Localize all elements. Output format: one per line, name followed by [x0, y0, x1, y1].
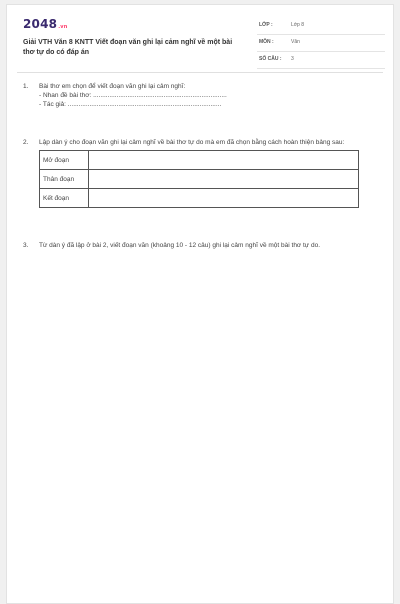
outline-label-conclusion: Kết đoạn	[40, 189, 89, 208]
subject-label: MÔN :	[259, 39, 274, 45]
question-text: Bài thơ em chọn để viết đoạn văn ghi lại cảm nghĩ:	[39, 83, 186, 90]
question-1	[23, 82, 383, 109]
answer-line-author: - Tác giả: .....................................................................................	[39, 101, 222, 108]
table-row	[40, 170, 359, 189]
worksheet-page	[6, 4, 394, 604]
question-count-label: SỐ CÂU :	[259, 56, 282, 62]
outline-label-intro: Mở đoạn	[40, 151, 89, 170]
document-title: Giải VTH Văn 8 KNTT Viết đoạn văn ghi lại cảm nghĩ về một bài thơ tự do có đáp án	[23, 39, 233, 56]
class-value: Lớp 8	[291, 22, 305, 28]
class-label: LỚP :	[259, 22, 273, 28]
question-text: Lập dàn ý cho đoạn văn ghi lại cảm nghĩ về bài thơ tự do mà em đã chọn bằng cách hoàn thiện bảng sau:	[39, 139, 345, 146]
meta-row-class	[257, 18, 385, 35]
outline-answer-cell[interactable]	[89, 170, 359, 189]
question-3	[23, 241, 383, 250]
question-count-value: 3	[291, 56, 294, 62]
outline-table	[39, 150, 359, 208]
meta-info	[257, 18, 385, 69]
outline-label-body: Thân đoạn	[40, 170, 89, 189]
question-number: 3.	[23, 242, 29, 249]
answer-line-title: - Nhan đề bài thơ: ..........................................................................	[39, 92, 227, 99]
question-number: 2.	[23, 139, 29, 146]
logo-suffix-text: .vn	[58, 24, 68, 30]
question-2	[23, 138, 383, 208]
worksheet-header	[7, 5, 393, 63]
table-row	[40, 151, 359, 170]
outline-answer-cell[interactable]	[89, 189, 359, 208]
site-logo[interactable]	[23, 17, 68, 31]
question-text: Từ dàn ý đã lập ở bài 2, viết đoạn văn (khoảng 10 - 12 câu) ghi lại cảm nghĩ về một bài thơ tự do.	[39, 242, 320, 249]
logo-main-text: 2048	[23, 17, 58, 31]
outline-answer-cell[interactable]	[89, 151, 359, 170]
meta-row-question-count	[257, 52, 385, 69]
table-row	[40, 189, 359, 208]
meta-row-subject	[257, 35, 385, 52]
question-number: 1.	[23, 83, 29, 90]
header-divider	[17, 72, 383, 73]
subject-value: Văn	[291, 39, 300, 45]
